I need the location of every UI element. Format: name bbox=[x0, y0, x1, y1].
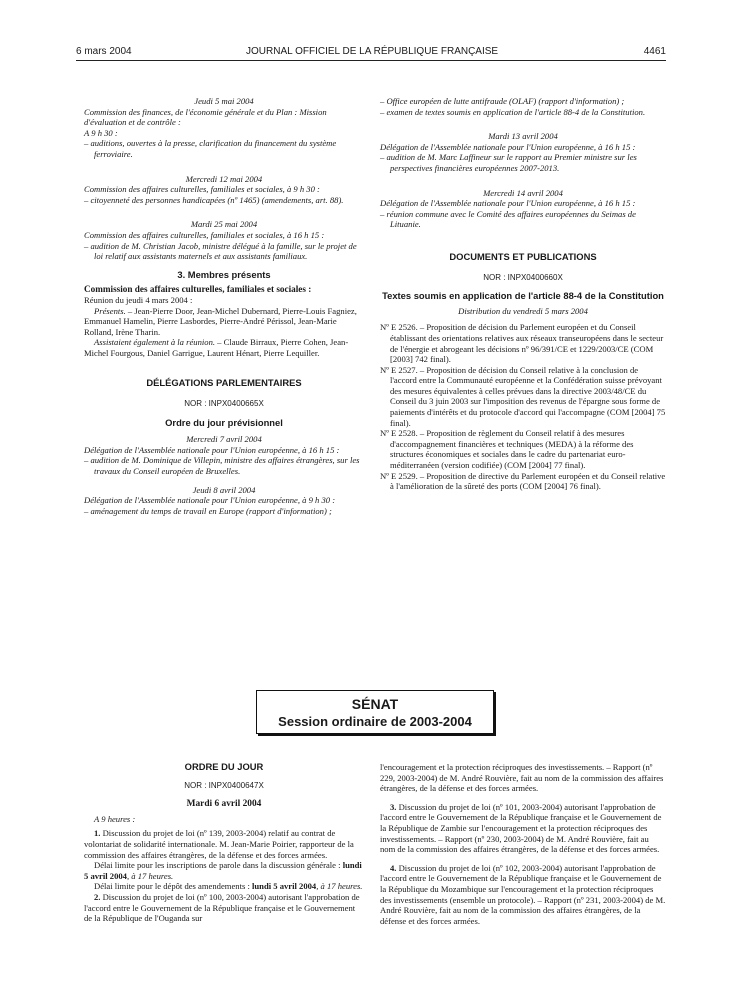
agenda-item: – auditions, ouvertes à la presse, clarification du financement du système ferroviaire. bbox=[84, 138, 337, 159]
document-text: – Proposition de décision du Conseil relative à la conclusion de l'accord entre la Communauté européenne et la Confédération suisse prévoyant des mesures équivalentes à celles prévues dans la directive 2003/48/CE du Conseil du 3 juin 2003 sur l'imposition des revenus de l'épargne sous forme de paiements d'intérêts et du protocole d'accord qui l'accompagne (COM [2004] 75 final). bbox=[390, 364, 666, 428]
date-heading: Mardi 25 mai 2004 bbox=[190, 219, 258, 230]
agenda-item-1 bbox=[84, 828, 364, 860]
date-heading: Mercredi 12 mai 2004 bbox=[185, 173, 263, 184]
deadline-paragraph bbox=[84, 860, 364, 881]
agenda-item-4 bbox=[380, 863, 666, 927]
date-heading: Jeudi 5 mai 2004 bbox=[194, 96, 254, 106]
senat-title: SÉNAT bbox=[351, 696, 399, 712]
item-text: Discussion du projet de loi (nº 101, 2003-2004) autorisant l'approbation de l'accord entre le Gouvernement de la République française et le Gouvernement de la République de Zambie sur l'encouragement et la protection réciproques des investissements. – Rapport (nº 230, 2003-2004) de M. André Rouvière, fait au nom de la commission des affaires étrangères, de la défense et des forces armées. bbox=[380, 801, 662, 855]
agenda-item: – citoyenneté des personnes handicapées (nº 1465) (amendements, art. 88). bbox=[84, 194, 344, 205]
assistaient-label: Assistaient également à la réunion. bbox=[94, 337, 216, 348]
document-number: Nº E 2526. bbox=[380, 322, 418, 333]
time-line: A 9 h 30 : bbox=[84, 127, 118, 138]
date-heading: Jeudi 8 avril 2004 bbox=[192, 484, 256, 495]
document-number: Nº E 2527. bbox=[380, 364, 418, 375]
section-title-membres: 3. Membres présents bbox=[177, 268, 271, 280]
nor-reference: NOR : INPX0400647X bbox=[184, 780, 264, 790]
date-heading: Mardi 6 avril 2004 bbox=[186, 799, 262, 810]
agenda-item: – audition de M. Christian Jacob, ministre délégué à la famille, sur le projet de loi relatif aux assistants maternels et aux assistants familiaux. bbox=[84, 240, 357, 262]
deadline-text: Délai limite pour les inscriptions de parole dans la discussion générale : bbox=[94, 860, 343, 871]
distribution-line: Distribution du vendredi 5 mars 2004 bbox=[458, 305, 588, 316]
reunion-line: Réunion du jeudi 4 mars 2004 : bbox=[84, 294, 193, 305]
deadline-time: , à 17 heures. bbox=[316, 881, 363, 892]
delegation-line: Délégation de l'Assemblée nationale pour l'Union européenne, à 9 h 30 : bbox=[84, 495, 336, 506]
commission-name: Commission des affaires culturelles, familiales et sociales : bbox=[84, 284, 312, 295]
right-column-top bbox=[380, 96, 666, 492]
commission-line: Commission des finances, de l'économie générale et du Plan : Mission d'évaluation et de contrôle : bbox=[84, 106, 327, 128]
senat-title-box bbox=[256, 690, 494, 734]
presents-paragraph bbox=[84, 306, 364, 338]
deadline-text: Délai limite pour le dépôt des amendements : bbox=[94, 881, 252, 892]
deadline-paragraph bbox=[84, 881, 364, 892]
delegation-line: Délégation de l'Assemblée nationale pour l'Union européenne, à 16 h 15 : bbox=[380, 198, 636, 209]
agenda-item: – audition de M. Marc Laffineur sur le rapport au Premier ministre sur les perspectives financières européennes 2007-2013. bbox=[380, 152, 637, 173]
document-number: Nº E 2528. bbox=[380, 428, 418, 439]
header-date: 6 mars 2004 bbox=[76, 46, 132, 57]
assistaient-list: – Claude Birraux, Pierre Cohen, Jean-Michel Fourgous, Daniel Garrigue, Laurent Hénart, Pierre Lequiller. bbox=[84, 337, 349, 358]
item-number: 1. bbox=[94, 828, 101, 839]
left-column-top bbox=[84, 96, 364, 516]
agenda-item-2 bbox=[84, 892, 364, 924]
commission-line: Commission des affaires culturelles, familiales et sociales, à 9 h 30 : bbox=[84, 184, 320, 195]
item-text: Discussion du projet de loi (nº 139, 2003-2004) relatif au contrat de volontariat de solidarité internationale. M. Jean-Marie Poirier, rapporteur de la commission des affaires étrangères, de la défense et des forces armées. bbox=[84, 828, 354, 860]
subsection-title: Textes soumis en application de l'article 88-4 de la Constitution bbox=[382, 290, 664, 302]
date-heading: Mardi 13 avril 2004 bbox=[488, 131, 558, 142]
agenda-item: – examen de textes soumis en application de l'article 88-4 de la Constitution. bbox=[380, 106, 646, 117]
presents-list: – Jean-Pierre Door, Jean-Michel Dubernard, Pierre-Louis Fagniez, Emmanuel Hamelin, Pierre Lasbordes, Pierre-André Périssol, Jean-Marie Rolland, Irène Tharin. bbox=[84, 305, 357, 337]
document-entry bbox=[380, 322, 666, 364]
session-title: Session ordinaire de 2003-2004 bbox=[278, 714, 472, 729]
ordre-du-jour-title: ORDRE DU JOUR bbox=[184, 761, 264, 772]
delegation-line: Délégation de l'Assemblée nationale pour l'Union européenne, à 16 h 15 : bbox=[84, 444, 340, 455]
document-entry bbox=[380, 471, 666, 492]
header-rule bbox=[76, 60, 666, 61]
nor-reference: NOR : INPX0400660X bbox=[483, 272, 563, 282]
document-entry bbox=[380, 365, 666, 429]
agenda-item-3 bbox=[380, 802, 666, 855]
item-text: Discussion du projet de loi (nº 102, 2003-2004) autorisant l'approbation de l'accord entre le Gouvernement de la République française et le Gouvernement de la République du Mozambique sur l'encouragement et la protection réciproques des investissements (ensemble un protocole). – Rapport (nº 231, 2003-2004) de M. André Rouvière, fait au nom de la commission des affaires étrangères, de la défense et des forces armées. bbox=[380, 862, 666, 926]
item-text: Discussion du projet de loi (nº 100, 2003-2004) autorisant l'approbation de l'accord entre le Gouvernement de la République française et le Gouvernement de la République de l'Ouganda sur bbox=[84, 891, 360, 924]
document-entry bbox=[380, 428, 666, 470]
document-text: – Proposition de règlement du Conseil relatif à des mesures d'accompagnement financières et techniques (MEDA) à la réforme des structures économiques et sociales dans le cadre du partenariat euro-méditerranéen (version codifiée) (COM [2004] 77 final). bbox=[390, 428, 634, 471]
deadline-date: lundi 5 avril 2004 bbox=[84, 860, 362, 881]
page-header bbox=[76, 46, 666, 58]
delegation-line: Délégation de l'Assemblée nationale pour l'Union européenne, à 16 h 15 : bbox=[380, 141, 636, 152]
agenda-item-2-continued: l'encouragement et la protection réciproques des investissements. – Rapport (nº 229, 2003-2004) de M. André Rouvière, fait au nom de la commission des affaires étrangères, de la défense et des forces armées. bbox=[380, 762, 664, 794]
date-heading: Mercredi 14 avril 2004 bbox=[483, 187, 563, 198]
agenda-item: – réunion commune avec le Comité des affaires européennes du Seimas de Lituanie. bbox=[380, 208, 636, 230]
item-number: 2. bbox=[94, 891, 101, 902]
deadline-time: , à 17 heures. bbox=[126, 870, 174, 881]
item-number: 3. bbox=[390, 801, 397, 812]
agenda-item: – audition de M. Dominique de Villepin, ministre des affaires étrangères, sur les travaux du Conseil européen de Bruxelles. bbox=[84, 455, 360, 477]
document-number: Nº E 2529. bbox=[380, 470, 418, 481]
assistaient-paragraph bbox=[84, 337, 364, 358]
agenda-item: – aménagement du temps de travail en Europe (rapport d'information) ; bbox=[84, 505, 332, 516]
presents-label: Présents. bbox=[94, 305, 126, 316]
subsection-title: Ordre du jour prévisionnel bbox=[165, 416, 283, 428]
item-number: 4. bbox=[390, 862, 397, 873]
date-heading: Mercredi 7 avril 2004 bbox=[186, 434, 262, 445]
section-title-delegations: DÉLÉGATIONS PARLEMENTAIRES bbox=[146, 377, 302, 389]
header-page-number: 4461 bbox=[643, 46, 666, 57]
left-column-bottom bbox=[84, 762, 364, 924]
agenda-item: – Office européen de lutte antifraude (OLAF) (rapport d'information) ; bbox=[380, 96, 625, 106]
time-line: A 9 heures : bbox=[94, 813, 136, 824]
document-text: – Proposition de directive du Parlement européen et du Conseil relative à l'amélioration de la sûreté des ports (COM [2004] 76 final). bbox=[390, 470, 666, 492]
deadline-date: lundi 5 avril 2004 bbox=[252, 881, 317, 892]
header-journal-title: JOURNAL OFFICIEL DE LA RÉPUBLIQUE FRANÇAISE bbox=[246, 46, 499, 57]
section-title-documents: DOCUMENTS ET PUBLICATIONS bbox=[449, 250, 597, 262]
commission-line: Commission des affaires culturelles, familiales et sociales, à 16 h 15 : bbox=[84, 229, 325, 240]
right-column-bottom bbox=[380, 762, 666, 926]
document-text: – Proposition de décision du Parlement européen et du Conseil établissant des orientations relatives aux réseaux transeuropéens dans le secteur de l'énergie et abrogeant les décisions nº 96/391/CE et 1229/2003/CE (COM [2003] 742 final). bbox=[390, 322, 664, 365]
nor-reference: NOR : INPX0400665X bbox=[184, 399, 264, 409]
